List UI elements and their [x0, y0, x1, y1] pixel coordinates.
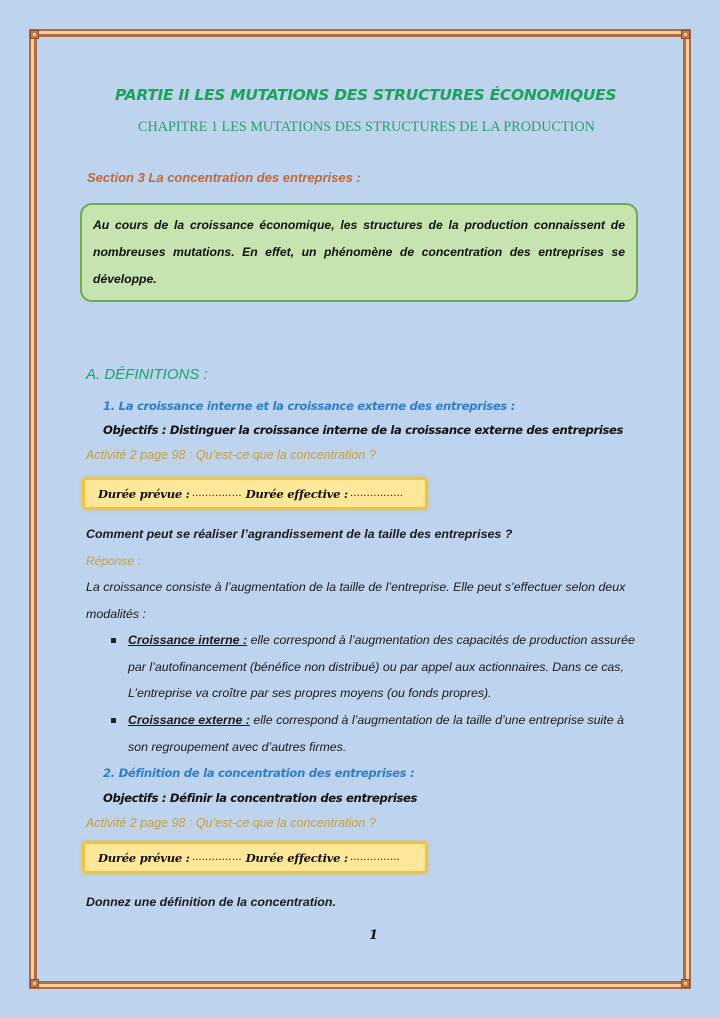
intro-box: [80, 203, 638, 302]
term-internal-growth: Croissance interne :: [128, 633, 248, 647]
intro-text: Au cours de la croissance économique, les structures de la production connaissent de nombreuses mutations. En effet, un phénomène de concentration des entreprises se développe.: [93, 218, 625, 286]
answer-line: modalités :: [86, 607, 146, 621]
bullet-item-internal-growth: [128, 633, 635, 647]
planned-duration-blank: ……………: [191, 852, 242, 863]
planned-duration-label: Durée prévue :: [98, 486, 190, 501]
bullet-text: elle correspond à l’augmentation des capacités de production assurée: [247, 633, 635, 647]
duration-box-1: [82, 477, 428, 510]
frame-corner-ornament: [30, 979, 39, 988]
actual-duration-label: Durée effective :: [245, 850, 348, 865]
bullet-square-icon: [111, 638, 116, 643]
actual-duration-blank: …………….: [349, 488, 404, 499]
actual-duration-blank: ……………: [349, 852, 400, 863]
question-2: Donnez une définition de la concentration.: [86, 895, 336, 909]
duration-box-2: [82, 841, 428, 874]
question-1: Comment peut se réaliser l’agrandissement de la taille des entreprises ?: [86, 527, 513, 541]
chapter-title: CHAPITRE 1 LES MUTATIONS DES STRUCTURES DE LA PRODUCTION: [138, 119, 595, 135]
bullet-text: son regroupement avec d’autres firmes.: [128, 740, 347, 754]
heading-definitions: A. DÉFINITIONS :: [86, 366, 208, 383]
subsection-1-objective: Objectifs : Distinguer la croissance interne de la croissance externe des entreprises: [103, 423, 624, 437]
frame-corner-ornament: [681, 979, 690, 988]
bullet-text: elle correspond à l’augmentation de la taille d’une entreprise suite à: [249, 713, 624, 727]
bullet-square-icon: [111, 718, 116, 723]
frame-corner-ornament: [30, 30, 39, 39]
subsection-2-activity: Activité 2 page 98 : Qu’est-ce que la concentration ?: [86, 816, 376, 830]
bullet-text: L’entreprise va croître par ses propres moyens (ou fonds propres).: [128, 686, 492, 700]
subsection-1-heading: 1. La croissance interne et la croissance externe des entreprises :: [103, 399, 516, 413]
bullet-item-external-growth: [128, 713, 624, 727]
answer-label: Réponse :: [86, 554, 141, 568]
frame-corner-ornament: [681, 30, 690, 39]
page-number: 1: [369, 928, 379, 943]
subsection-2-objective: Objectifs : Définir la concentration des entreprises: [103, 791, 418, 805]
section-title: Section 3 La concentration des entreprises :: [87, 170, 361, 185]
planned-duration-label: Durée prévue :: [98, 850, 190, 865]
subsection-2-heading: 2. Définition de la concentration des entreprises :: [103, 766, 415, 780]
planned-duration-blank: ……………: [191, 488, 242, 499]
bullet-text: par l’autofinancement (bénéfice non distribué) ou par appel aux actionnaires. Dans ce cas,: [128, 660, 624, 674]
term-external-growth: Croissance externe :: [128, 713, 250, 727]
subsection-1-activity: Activité 2 page 98 : Qu’est-ce que la concentration ?: [86, 448, 376, 462]
actual-duration-label: Durée effective :: [245, 486, 348, 501]
part-title: PARTIE II LES MUTATIONS DES STRUCTURES ÉCONOMIQUES: [115, 86, 617, 104]
answer-line: La croissance consiste à l’augmentation de la taille de l’entreprise. Elle peut s’effectuer selon deux: [86, 580, 626, 594]
